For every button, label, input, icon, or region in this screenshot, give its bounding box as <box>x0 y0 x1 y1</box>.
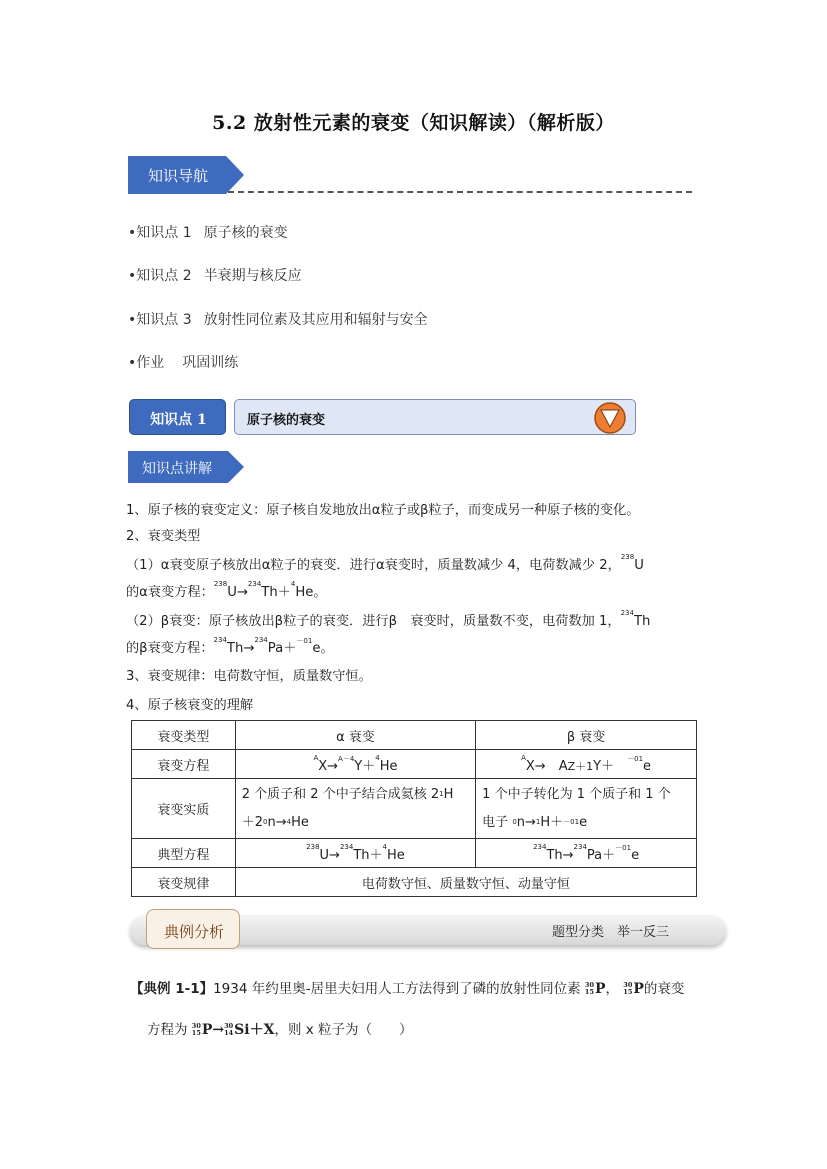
example-banner <box>130 909 726 949</box>
example-line-1 <box>130 977 684 997</box>
table-cell: 衰变方程 <box>132 750 236 779</box>
equation-prefix: 的α衰变方程： <box>126 585 214 600</box>
table-row <box>132 868 697 897</box>
banner-subtitle: 题型分类 举一反三 <box>552 925 670 940</box>
explain-tag <box>128 451 244 483</box>
example-text: 1934 年约里奥-居里夫妇用人工方法得到了磷的放射性同位素 <box>213 981 581 997</box>
nuclide-numbers <box>623 982 632 996</box>
isotope-mass: 234 <box>213 636 227 644</box>
nuclide-charge: 14 <box>224 1029 234 1037</box>
paragraph-beta <box>126 610 650 629</box>
equation-part: He <box>386 847 405 863</box>
knowledge-point-badge <box>129 399 226 435</box>
equation-part: e <box>631 847 640 863</box>
nuclide-charge: 15 <box>191 1029 201 1037</box>
table-cell <box>235 750 475 779</box>
cell-text: 1 个中子转化为 1 个质子和 1 个 <box>482 786 671 802</box>
table-cell: 电荷数守恒、质量数守恒、动量守恒 <box>235 868 696 897</box>
toc-text: 原子核的衰变 <box>203 225 288 241</box>
isotope-mass: A <box>313 753 319 762</box>
nuclide-symbol: P <box>594 981 606 997</box>
equation-part: Pa＋ <box>267 641 297 656</box>
cell-text: H <box>443 786 454 802</box>
equation-part: Th→ <box>226 641 255 656</box>
table-cell: 衰变实质 <box>132 779 236 839</box>
isotope-mass: －01 <box>627 754 644 763</box>
nuclide-charge: 15 <box>623 988 633 996</box>
example-text: ，则 x 粒子为（ ） <box>274 1022 413 1038</box>
toc-text: 放射性同位素及其应用和辐射与安全 <box>203 312 428 328</box>
table-header: 衰变类型 <box>132 721 236 750</box>
table-cell: 衰变规律 <box>132 868 236 897</box>
banner-tab-label: 典例分析 <box>163 923 224 941</box>
paragraph-types: 2、衰变类型 <box>126 529 201 544</box>
equation-part: e。 <box>312 641 334 656</box>
example-text: 方程为 <box>147 1022 188 1038</box>
dash-divider <box>228 191 692 193</box>
table-cell <box>476 839 697 868</box>
equation-part: A <box>558 758 568 774</box>
toc-bullet: •作业 <box>128 355 165 371</box>
equation-part: He。 <box>295 585 327 600</box>
nuclide-symbol: Si <box>234 1022 250 1038</box>
toc-item-2[interactable] <box>128 265 302 285</box>
isotope-mass: 234 <box>247 580 262 588</box>
toc-text: 半衰期与核反应 <box>203 268 302 284</box>
nuclide-numbers <box>585 982 594 996</box>
example-text: 的衰变 <box>643 981 685 997</box>
paragraph-definition: 1、原子核的衰变定义：原子核自发地放出α粒子或β粒子，而变成另一种原子核的变化。 <box>126 503 640 518</box>
isotope-mass: 238 <box>306 842 320 851</box>
toc-bullet: •知识点 1 <box>128 225 192 241</box>
nuclide-x: ＋X <box>249 1022 275 1038</box>
table-cell <box>235 779 475 839</box>
cell-text: 2 个质子和 2 个中子结合成氦核 2 <box>241 786 440 802</box>
isotope-mass: A <box>521 753 526 762</box>
isotope-mass: 4 <box>290 580 296 588</box>
banner-tab[interactable] <box>146 909 240 949</box>
isotope-mass: －01 <box>296 637 313 645</box>
equation-part: Th＋ <box>261 585 291 600</box>
paragraph-beta-equation <box>126 637 334 656</box>
equation-part: U→ <box>227 585 248 600</box>
reaction-arrow: → <box>212 1022 225 1038</box>
equation-part: ＋2 <box>241 814 264 830</box>
decay-table <box>131 720 697 897</box>
equation-part: He <box>379 758 398 774</box>
table-row <box>132 721 697 750</box>
equation-part: X→ <box>525 758 559 774</box>
paragraph-understanding: 4、原子核衰变的理解 <box>126 698 254 713</box>
table-cell: 典型方程 <box>132 839 236 868</box>
isotope-mass: 4 <box>382 842 387 851</box>
equation-part: Y＋ <box>593 758 628 774</box>
table-cell <box>476 750 697 779</box>
equation-part: n→ <box>516 814 536 830</box>
knowledge-nav-tag <box>128 156 244 194</box>
isotope-mass: 1 <box>535 817 541 826</box>
toc-bullet: •知识点 2 <box>128 268 192 284</box>
equation-part: Z＋1 <box>567 759 594 773</box>
toc-item-4[interactable] <box>128 352 238 372</box>
equation-part: Th＋ <box>353 847 383 863</box>
nuclide-numbers <box>192 1023 201 1037</box>
knowledge-nav-label: 知识导航 <box>148 167 209 185</box>
isotope-mass: 0 <box>512 817 517 826</box>
element-symbol: U <box>634 558 644 573</box>
isotope-mass: 238 <box>620 553 635 561</box>
isotope-mass: －01 <box>615 843 632 852</box>
alpha-text: （1）α衰变原子核放出α粒子的衰变．进行α衰变时，质量数减少 4，电荷数减少 2， <box>126 558 621 573</box>
equation-part: H＋ <box>540 814 564 830</box>
isotope-mass: 234 <box>339 842 354 851</box>
nuclide-mass: 30 <box>623 981 633 989</box>
nuclide-mass: 30 <box>224 1022 234 1030</box>
paragraph-rule: 3、衰变规律：电荷数守恒，质量数守恒。 <box>126 669 372 684</box>
paragraph-alpha-equation <box>126 581 327 600</box>
equation-part: He <box>291 814 309 830</box>
cell-text: 电子 <box>482 814 513 830</box>
collapse-down-icon[interactable] <box>593 401 627 435</box>
nuclide-mass: 30 <box>191 1022 201 1030</box>
table-header: α 衰变 <box>235 721 475 750</box>
table-row <box>132 779 697 839</box>
isotope-mass: 234 <box>254 636 268 644</box>
example-line-2 <box>147 1018 413 1039</box>
isotope-mass: 234 <box>620 609 634 617</box>
equation-part: e <box>579 814 588 830</box>
example-sep: ， <box>605 981 619 997</box>
equation-part: e <box>643 758 652 774</box>
nuclide-mass: 30 <box>584 981 594 989</box>
equation-part: Y＋ <box>354 758 376 774</box>
equation-part: X→ <box>318 758 339 774</box>
toc-item-3[interactable] <box>128 309 428 329</box>
equation-part: U→ <box>319 847 340 863</box>
isotope-mass: 0 <box>263 817 268 826</box>
isotope-mass: 238 <box>213 580 228 588</box>
equation-part: Pa＋ <box>586 847 616 863</box>
nuclide-symbol: P <box>633 981 644 997</box>
beta-text: （2）β衰变：原子核放出β粒子的衰变．进行β 衰变时，质量数不变，电荷数加 1， <box>126 614 621 629</box>
toc-bullet: •知识点 3 <box>128 312 192 328</box>
page-title: 5.2 放射性元素的衰变（知识解读）（解析版） <box>212 112 615 134</box>
nuclide-numbers <box>224 1023 233 1037</box>
table-header: β 衰变 <box>476 721 697 750</box>
isotope-mass: 4 <box>286 817 292 826</box>
table-row <box>132 839 697 868</box>
knowledge-point-topic: 原子核的衰变 <box>247 413 326 428</box>
knowledge-point-header[interactable] <box>234 399 636 435</box>
element-symbol: Th <box>633 614 651 629</box>
nuclide-symbol: P <box>201 1022 213 1038</box>
isotope-mass: 1 <box>439 789 444 798</box>
table-cell <box>476 779 697 839</box>
table-row <box>132 750 697 779</box>
explain-tag-label: 知识点讲解 <box>142 461 212 477</box>
nuclide-charge: 15 <box>584 988 594 996</box>
table-cell <box>235 839 475 868</box>
isotope-mass: －01 <box>563 817 580 826</box>
toc-item-1[interactable] <box>128 222 288 242</box>
knowledge-point-label: 知识点 1 <box>150 412 207 428</box>
isotope-mass: 234 <box>573 842 587 851</box>
isotope-mass: 4 <box>375 753 380 762</box>
equation-part: n→ <box>267 814 287 830</box>
equation-part: Th→ <box>546 847 574 863</box>
toc-text: 巩固训练 <box>182 355 239 371</box>
paragraph-alpha <box>126 554 644 573</box>
equation-prefix: 的β衰变方程： <box>126 641 214 656</box>
example-tag: 【典例 1-1】 <box>130 981 214 997</box>
isotope-mass: 234 <box>533 842 547 851</box>
isotope-mass: A－4 <box>338 754 355 763</box>
